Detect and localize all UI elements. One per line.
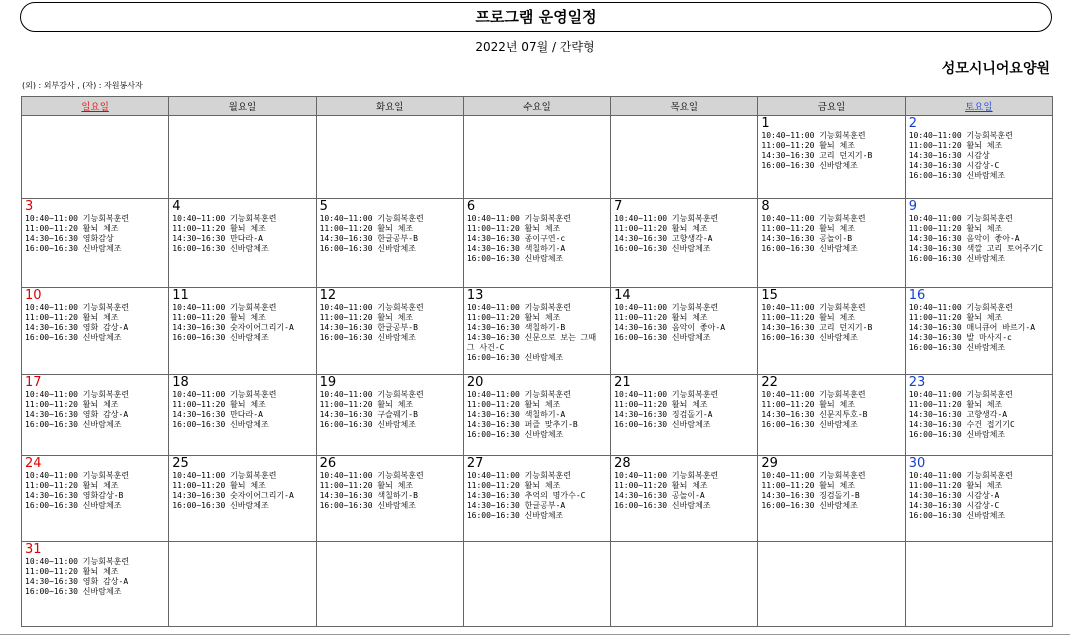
event-entry: 14:30~16:30 추억의 명가수-C xyxy=(466,491,586,500)
calendar-day-cell xyxy=(758,456,905,542)
event-entry: 11:00~11:20 활뇌 체조 xyxy=(25,400,119,409)
event-entry: 14:30~16:30 색칠하기-A xyxy=(466,410,566,419)
event-entry: 10:40~11:00 기능회복훈련 xyxy=(761,303,866,312)
event-entry: 10:40~11:00 기능회복훈련 xyxy=(172,214,277,223)
calendar-day-cell xyxy=(463,456,610,542)
event-entry: 16:00~16:30 신바람체조 xyxy=(908,254,1006,263)
event-entry: 10:40~11:00 기능회복훈련 xyxy=(25,557,130,566)
event-entry: 14:30~16:30 시감상-A xyxy=(908,491,1000,500)
weekday-saturday: 토요일 xyxy=(905,97,1052,116)
event-entry: 16:00~16:30 신바람체조 xyxy=(319,420,416,429)
event-entry: 14:30~16:30 만다라-A xyxy=(172,410,263,419)
event-entry: 11:00~11:20 활뇌 체조 xyxy=(319,400,414,409)
event-entry: 11:00~11:20 활뇌 체조 xyxy=(614,481,708,490)
calendar-day-cell xyxy=(22,456,169,542)
calendar-day-cell xyxy=(463,542,610,627)
calendar-week-row xyxy=(22,288,1053,375)
day-number: 12 xyxy=(319,288,337,303)
event-entry: 11:00~11:20 활뇌 체조 xyxy=(319,224,414,233)
calendar-day-cell xyxy=(22,375,169,456)
event-entry: 16:00~16:30 신바람체조 xyxy=(172,244,269,253)
event-entry: 14:30~16:30 시감상-C xyxy=(908,161,1000,170)
day-number: 21 xyxy=(614,375,631,390)
event-entry: 14:30~16:30 한글공부-B xyxy=(319,323,418,332)
event-entry: 11:00~11:20 활뇌 체조 xyxy=(908,400,1003,409)
event-entry: 10:40~11:00 기능회복훈련 xyxy=(466,471,572,480)
event-entry: 10:40~11:00 기능회복훈련 xyxy=(319,390,424,399)
calendar-week-row xyxy=(22,375,1053,456)
day-number: 23 xyxy=(908,375,926,390)
event-entry: 14:30~16:30 징검돌기-B xyxy=(761,491,860,500)
event-entry: 11:00~11:20 활뇌 체조 xyxy=(466,481,561,490)
weekday-header-row xyxy=(22,97,1053,116)
event-entry: 14:30~16:30 종이구연-c xyxy=(466,234,566,243)
event-entry: 11:00~11:20 활뇌 체조 xyxy=(614,313,708,322)
event-entry: 16:00~16:30 신바람체조 xyxy=(466,430,564,439)
event-entry: 14:30~16:30 징검돌기-A xyxy=(614,410,713,419)
event-entry: 10:40~11:00 기능회복훈련 xyxy=(908,214,1013,223)
event-entry: 11:00~11:20 활뇌 체조 xyxy=(614,224,708,233)
bottom-divider xyxy=(0,634,1070,635)
day-number: 14 xyxy=(614,288,631,303)
calendar-day-cell xyxy=(22,542,169,627)
event-entry: 10:40~11:00 기능회복훈련 xyxy=(908,131,1013,140)
event-entry: 14:30~16:30 영화감상-B xyxy=(25,491,124,500)
event-entry: 14:30~16:30 퍼즐 맞추기-B xyxy=(466,420,578,429)
event-entry: 11:00~11:20 활뇌 체조 xyxy=(908,141,1003,150)
event-entry: 11:00~11:20 활뇌 체조 xyxy=(25,313,119,322)
day-number: 10 xyxy=(25,288,42,303)
event-entry: 10:40~11:00 기능회복훈련 xyxy=(319,214,424,223)
calendar-day-cell xyxy=(905,542,1052,627)
event-entry: 11:00~11:20 활뇌 체조 xyxy=(761,224,855,233)
event-entry: 10:40~11:00 기능회복훈련 xyxy=(25,471,130,480)
event-entry: 14:30~16:30 음악이 좋아-A xyxy=(614,323,726,332)
event-entry: 16:00~16:30 신바람체조 xyxy=(25,244,122,253)
event-entry: 16:00~16:30 신바람체조 xyxy=(614,420,711,429)
event-entry: 16:00~16:30 신바람체조 xyxy=(172,420,269,429)
event-entry: 11:00~11:20 활뇌 체조 xyxy=(614,400,708,409)
calendar-day-cell xyxy=(758,116,905,199)
calendar-day-cell xyxy=(169,375,316,456)
page-title: 프로그램 운영일정 xyxy=(20,2,1052,32)
day-number: 20 xyxy=(466,375,484,390)
event-entry: 16:00~16:30 신바람체조 xyxy=(172,501,269,510)
calendar-day-cell xyxy=(169,288,316,375)
calendar-day-cell xyxy=(169,199,316,288)
calendar-day-cell xyxy=(316,375,463,456)
event-entry: 14:30~16:30 매니큐어 바르기-A xyxy=(908,323,1036,332)
calendar-day-cell xyxy=(758,199,905,288)
event-entry: 14:30~16:30 고리 던지기-B xyxy=(761,323,873,332)
event-entry: 16:00~16:30 신바람체조 xyxy=(908,171,1006,180)
event-entry: 16:00~16:30 신바람체조 xyxy=(466,511,564,520)
day-number: 5 xyxy=(319,199,328,214)
event-entry: 10:40~11:00 기능회복훈련 xyxy=(761,131,866,140)
calendar-day-cell xyxy=(463,375,610,456)
weekday-tuesday: 화요일 xyxy=(316,97,463,116)
calendar-day-cell xyxy=(758,288,905,375)
calendar-day-cell xyxy=(611,199,758,288)
event-entry: 10:40~11:00 기능회복훈련 xyxy=(908,390,1013,399)
event-entry: 10:40~11:00 기능회복훈련 xyxy=(319,471,424,480)
calendar-day-cell xyxy=(905,456,1052,542)
calendar-week-row xyxy=(22,116,1053,199)
calendar-day-cell xyxy=(611,288,758,375)
day-number: 19 xyxy=(319,375,337,390)
event-entry: 16:00~16:30 신바람체조 xyxy=(319,333,416,342)
event-entry: 10:40~11:00 기능회복훈련 xyxy=(614,214,719,223)
calendar-day-cell xyxy=(463,116,610,199)
page-subtitle: 2022년 07월 / 간략형 xyxy=(475,40,595,54)
event-entry: 16:00~16:30 신바람체조 xyxy=(25,420,122,429)
event-entry: 11:00~11:20 활뇌 체조 xyxy=(761,141,855,150)
calendar-day-cell xyxy=(316,456,463,542)
calendar-day-cell xyxy=(611,456,758,542)
day-number: 25 xyxy=(172,456,189,471)
day-number: 29 xyxy=(761,456,778,471)
event-entry: 10:40~11:00 기능회복훈련 xyxy=(761,471,866,480)
event-entry: 16:00~16:30 신바람체조 xyxy=(172,333,269,342)
day-number: 6 xyxy=(466,199,476,214)
calendar-week-row xyxy=(22,542,1053,627)
day-number: 26 xyxy=(319,456,337,471)
event-entry: 11:00~11:20 활뇌 체조 xyxy=(25,481,119,490)
event-entry: 10:40~11:00 기능회복훈련 xyxy=(466,390,572,399)
event-entry: 11:00~11:20 활뇌 체조 xyxy=(908,224,1003,233)
event-entry: 10:40~11:00 기능회복훈련 xyxy=(172,390,277,399)
calendar-day-cell xyxy=(463,288,610,375)
day-number: 3 xyxy=(25,199,34,214)
event-entry: 11:00~11:20 활뇌 체조 xyxy=(25,224,119,233)
day-number: 16 xyxy=(908,288,926,303)
event-entry: 16:00~16:30 신바람체조 xyxy=(908,511,1006,520)
event-entry: 16:00~16:30 신바람체조 xyxy=(761,244,858,253)
event-entry: 16:00~16:30 신바람체조 xyxy=(908,430,1006,439)
event-entry: 11:00~11:20 활뇌 체조 xyxy=(25,567,119,576)
calendar-table xyxy=(21,96,1053,627)
event-entry: 14:30~16:30 시감상-C xyxy=(908,501,1000,510)
calendar-day-cell xyxy=(316,288,463,375)
event-entry: 10:40~11:00 기능회복훈련 xyxy=(761,390,866,399)
event-entry: 11:00~11:20 활뇌 체조 xyxy=(761,313,855,322)
calendar-day-cell xyxy=(905,288,1052,375)
event-entry: 11:00~11:20 활뇌 체조 xyxy=(908,481,1003,490)
weekday-wednesday: 수요일 xyxy=(463,97,610,116)
event-entry: 16:00~16:30 신바람체조 xyxy=(466,353,564,362)
calendar-day-cell xyxy=(316,199,463,288)
event-entry: 10:40~11:00 기능회복훈련 xyxy=(172,303,277,312)
legend-note: (외) : 외부강사 , (자) : 자원봉사자 xyxy=(22,81,143,90)
day-number: 2 xyxy=(908,116,917,131)
event-entry: 14:30~16:30 공놀이-A xyxy=(614,491,705,500)
event-entry: 10:40~11:00 기능회복훈련 xyxy=(908,303,1013,312)
event-entry: 10:40~11:00 기능회복훈련 xyxy=(319,303,424,312)
event-entry: 14:30~16:30 영화 감상-A xyxy=(25,577,129,586)
day-number: 31 xyxy=(25,542,42,557)
day-number: 22 xyxy=(761,375,778,390)
weekday-sunday: 일요일 xyxy=(22,97,169,116)
event-entry: 16:00~16:30 신바람체조 xyxy=(319,244,416,253)
event-entry: 14:30~16:30 영화 감상-A xyxy=(25,410,129,419)
event-entry: 11:00~11:20 활뇌 체조 xyxy=(172,224,266,233)
event-entry: 14:30~16:30 수건 접기기C xyxy=(908,420,1015,429)
event-entry: 14:30~16:30 색칠하기-A xyxy=(466,244,566,253)
day-number: 15 xyxy=(761,288,778,303)
event-entry: 10:40~11:00 기능회복훈련 xyxy=(466,214,572,223)
event-entry: 14:30~16:30 한글공부-B xyxy=(319,234,418,243)
event-entry: 14:30~16:30 만다라-A xyxy=(172,234,263,243)
event-entry: 11:00~11:20 활뇌 체조 xyxy=(761,400,855,409)
event-entry: 14:30~16:30 음악이 좋아-A xyxy=(908,234,1020,243)
weekday-friday: 금요일 xyxy=(758,97,905,116)
organization-name: 성모시니어요양원 xyxy=(941,61,1050,77)
day-number: 30 xyxy=(908,456,926,471)
event-entry: 16:00~16:30 신바람체조 xyxy=(761,333,858,342)
event-entry: 10:40~11:00 기능회복훈련 xyxy=(614,303,719,312)
calendar-day-cell xyxy=(611,116,758,199)
calendar-week-row xyxy=(22,456,1053,542)
event-entry: 11:00~11:20 활뇌 체조 xyxy=(908,313,1003,322)
calendar-day-cell xyxy=(169,116,316,199)
event-entry: 11:00~11:20 활뇌 체조 xyxy=(761,481,855,490)
event-entry: 14:30~16:30 신문으로 보는 그때 그 사건-C xyxy=(466,333,601,352)
event-entry: 11:00~11:20 활뇌 체조 xyxy=(319,481,414,490)
calendar-day-cell xyxy=(758,542,905,627)
event-entry: 16:00~16:30 신바람체조 xyxy=(319,501,416,510)
weekday-thursday: 목요일 xyxy=(611,97,758,116)
event-entry: 11:00~11:20 활뇌 체조 xyxy=(172,313,266,322)
event-entry: 10:40~11:00 기능회복훈련 xyxy=(908,471,1013,480)
event-entry: 14:30~16:30 영화 감상-A xyxy=(25,323,129,332)
day-number: 13 xyxy=(466,288,484,303)
calendar-week-row xyxy=(22,199,1053,288)
event-entry: 14:30~16:30 구슬꿰기-B xyxy=(319,410,418,419)
event-entry: 11:00~11:20 활뇌 체조 xyxy=(466,224,561,233)
event-entry: 16:00~16:30 신바람체조 xyxy=(25,587,122,596)
event-entry: 14:30~16:30 신문지투호-B xyxy=(761,410,868,419)
event-entry: 14:30~16:30 숫자이어그리기-A xyxy=(172,491,294,500)
calendar-day-cell xyxy=(316,116,463,199)
calendar-day-cell xyxy=(169,456,316,542)
event-entry: 16:00~16:30 신바람체조 xyxy=(25,501,122,510)
event-entry: 16:00~16:30 신바람체조 xyxy=(908,343,1006,352)
event-entry: 10:40~11:00 기능회복훈련 xyxy=(25,214,130,223)
day-number: 17 xyxy=(25,375,42,390)
event-entry: 16:00~16:30 신바람체조 xyxy=(25,333,122,342)
day-number: 4 xyxy=(172,199,181,214)
calendar-day-cell xyxy=(316,542,463,627)
weekday-monday: 월요일 xyxy=(169,97,316,116)
day-number: 8 xyxy=(761,199,770,214)
event-entry: 11:00~11:20 활뇌 체조 xyxy=(319,313,414,322)
event-entry: 14:30~16:30 색칠하기-B xyxy=(466,323,566,332)
calendar-day-cell xyxy=(905,199,1052,288)
event-entry: 14:30~16:30 공놀이-B xyxy=(761,234,853,243)
calendar-day-cell xyxy=(169,542,316,627)
event-entry: 16:00~16:30 신바람체조 xyxy=(761,501,858,510)
event-entry: 14:30~16:30 시감상 xyxy=(908,151,990,160)
day-number: 1 xyxy=(761,116,770,131)
calendar-day-cell xyxy=(758,375,905,456)
event-entry: 14:30~16:30 고향생각-A xyxy=(614,234,713,243)
event-entry: 14:30~16:30 영화감상 xyxy=(25,234,114,243)
day-number: 24 xyxy=(25,456,42,471)
calendar-day-cell xyxy=(463,199,610,288)
event-entry: 16:00~16:30 신바람체조 xyxy=(614,244,711,253)
day-number: 11 xyxy=(172,288,189,303)
event-entry: 10:40~11:00 기능회복훈련 xyxy=(25,303,130,312)
event-entry: 11:00~11:20 활뇌 체조 xyxy=(172,481,266,490)
event-entry: 16:00~16:30 신바람체조 xyxy=(466,254,564,263)
event-entry: 16:00~16:30 신바람체조 xyxy=(761,161,858,170)
calendar-day-cell xyxy=(611,375,758,456)
event-entry: 14:30~16:30 색칠하기-B xyxy=(319,491,418,500)
event-entry: 16:00~16:30 신바람체조 xyxy=(761,420,858,429)
event-entry: 14:30~16:30 고리 던지기-B xyxy=(761,151,873,160)
event-entry: 11:00~11:20 활뇌 체조 xyxy=(172,400,266,409)
event-entry: 16:00~16:30 신바람체조 xyxy=(614,501,711,510)
day-number: 27 xyxy=(466,456,484,471)
event-entry: 10:40~11:00 기능회복훈련 xyxy=(614,390,719,399)
day-number: 7 xyxy=(614,199,623,214)
event-entry: 10:40~11:00 기능회복훈련 xyxy=(614,471,719,480)
event-entry: 14:30~16:30 발 마사지-c xyxy=(908,333,1012,342)
calendar-day-cell xyxy=(22,199,169,288)
event-entry: 10:40~11:00 기능회복훈련 xyxy=(761,214,866,223)
event-entry: 10:40~11:00 기능회복훈련 xyxy=(466,303,572,312)
event-entry: 14:30~16:30 고향생각-A xyxy=(908,410,1008,419)
calendar-day-cell xyxy=(22,116,169,199)
event-entry: 16:00~16:30 신바람체조 xyxy=(614,333,711,342)
calendar-day-cell xyxy=(905,116,1052,199)
event-entry: 10:40~11:00 기능회복훈련 xyxy=(172,471,277,480)
day-number: 18 xyxy=(172,375,189,390)
day-number: 28 xyxy=(614,456,631,471)
event-entry: 11:00~11:20 활뇌 체조 xyxy=(466,400,561,409)
calendar-day-cell xyxy=(611,542,758,627)
calendar-day-cell xyxy=(22,288,169,375)
event-entry: 11:00~11:20 활뇌 체조 xyxy=(466,313,561,322)
event-entry: 14:30~16:30 한글공부-A xyxy=(466,501,566,510)
event-entry: 14:30~16:30 숫자이어그리기-A xyxy=(172,323,294,332)
day-number: 9 xyxy=(908,199,917,214)
event-entry: 14:30~16:30 색깔 고리 토어주기C xyxy=(908,244,1043,253)
event-entry: 10:40~11:00 기능회복훈련 xyxy=(25,390,130,399)
calendar-day-cell xyxy=(905,375,1052,456)
